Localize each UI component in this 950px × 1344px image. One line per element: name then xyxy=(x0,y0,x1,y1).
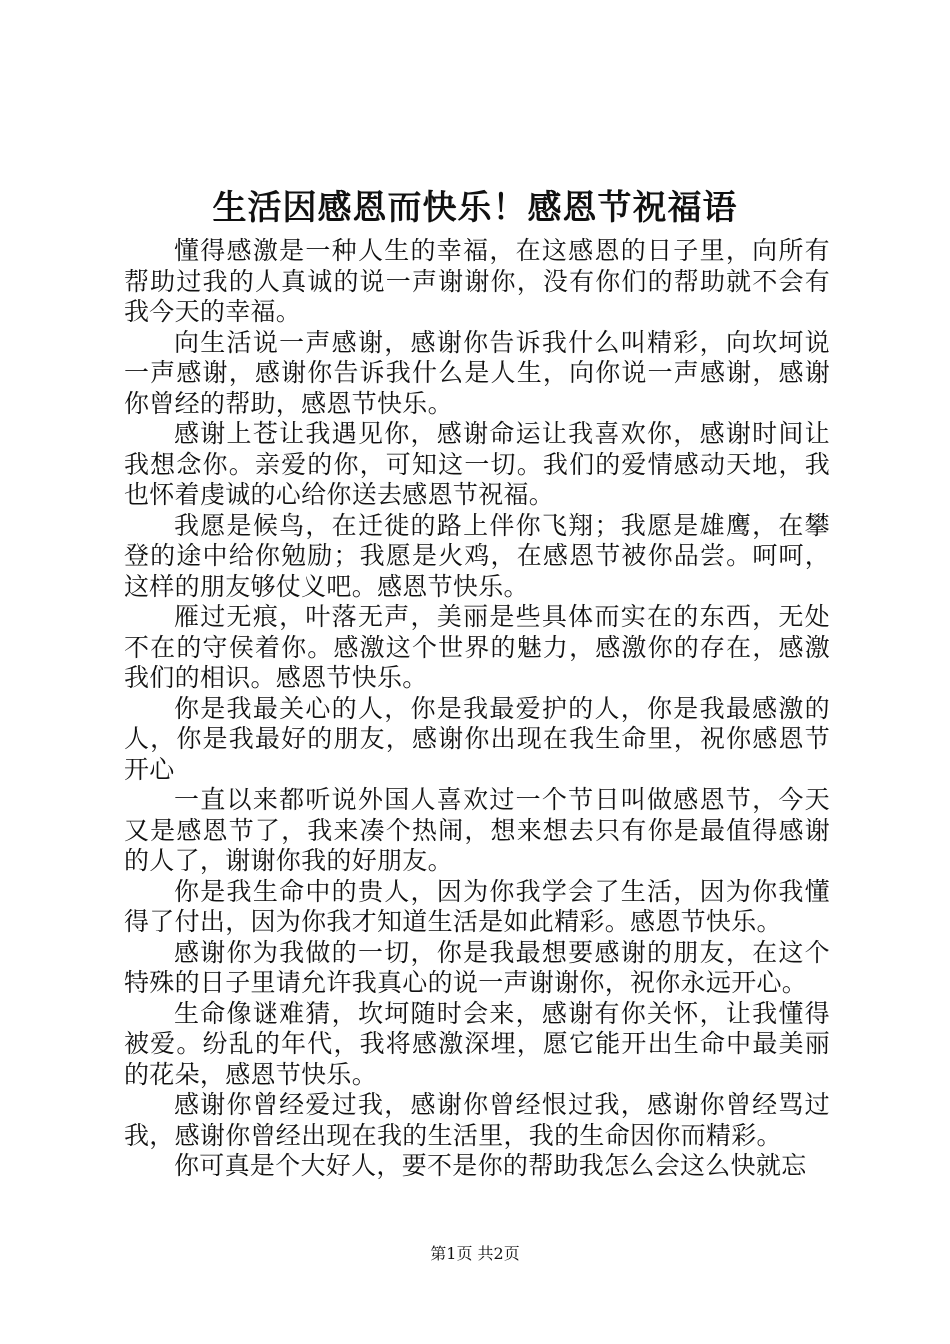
paragraph: 向生活说一声感谢，感谢你告诉我什么叫精彩，向坎坷说一声感谢，感谢你告诉我什么是人生，向你说一声感谢，感谢你曾经的帮助，感恩节快乐。 xyxy=(124,327,830,418)
paragraph: 一直以来都听说外国人喜欢过一个节日叫做感恩节，今天又是感恩节了，我来凑个热闹，想来想去只有你是最值得感谢的人了，谢谢你我的好朋友。 xyxy=(124,785,830,875)
paragraph: 我愿是候鸟，在迁徙的路上伴你飞翔；我愿是雄鹰，在攀登的途中给你勉励；我愿是火鸡，在感恩节被你品尝。呵呵，这样的朋友够仗义吧。感恩节快乐。 xyxy=(124,510,830,601)
paragraph: 雁过无痕，叶落无声，美丽是些具体而实在的东西，无处不在的守侯着你。感激这个世界的魅力，感激你的存在，感激我们的相识。感恩节快乐。 xyxy=(124,602,830,692)
document-title: 生活因感恩而快乐！感恩节祝福语 xyxy=(212,188,738,228)
paragraph: 感谢你为我做的一切，你是我最想要感谢的朋友，在这个特殊的日子里请允许我真心的说一声谢谢你，祝你永远开心。 xyxy=(124,937,830,997)
paragraph: 你是我生命中的贵人，因为你我学会了生活，因为你我懂得了付出，因为你我才知道生活是如此精彩。感恩节快乐。 xyxy=(124,876,830,936)
page-number-footer: 第1页 共2页 xyxy=(430,1244,520,1263)
document-body xyxy=(124,236,830,1182)
paragraph: 你可真是个大好人，要不是你的帮助我怎么会这么快就忘 xyxy=(174,1151,807,1180)
paragraph: 懂得感激是一种人生的幸福，在这感恩的日子里，向所有帮助过我的人真诚的说一声谢谢你，没有你们的帮助就不会有我今天的幸福。 xyxy=(124,236,830,326)
paragraph: 感谢你曾经爱过我，感谢你曾经恨过我，感谢你曾经骂过我，感谢你曾经出现在我的生活里，我的生命因你而精彩。 xyxy=(124,1090,830,1150)
paragraph: 你是我最关心的人，你是我最爱护的人，你是我最感激的人，你是我最好的朋友，感谢你出现在我生命里，祝你感恩节开心 xyxy=(124,693,830,784)
paragraph: 感谢上苍让我遇见你，感谢命运让我喜欢你，感谢时间让我想念你。亲爱的你，可知这一切。我们的爱情感动天地，我也怀着虔诚的心给你送去感恩节祝福。 xyxy=(124,419,830,509)
paragraph: 生命像谜难猜，坎坷随时会来，感谢有你关怀，让我懂得被爱。纷乱的年代，我将感激深埋，愿它能开出生命中最美丽的花朵，感恩节快乐。 xyxy=(124,998,830,1089)
